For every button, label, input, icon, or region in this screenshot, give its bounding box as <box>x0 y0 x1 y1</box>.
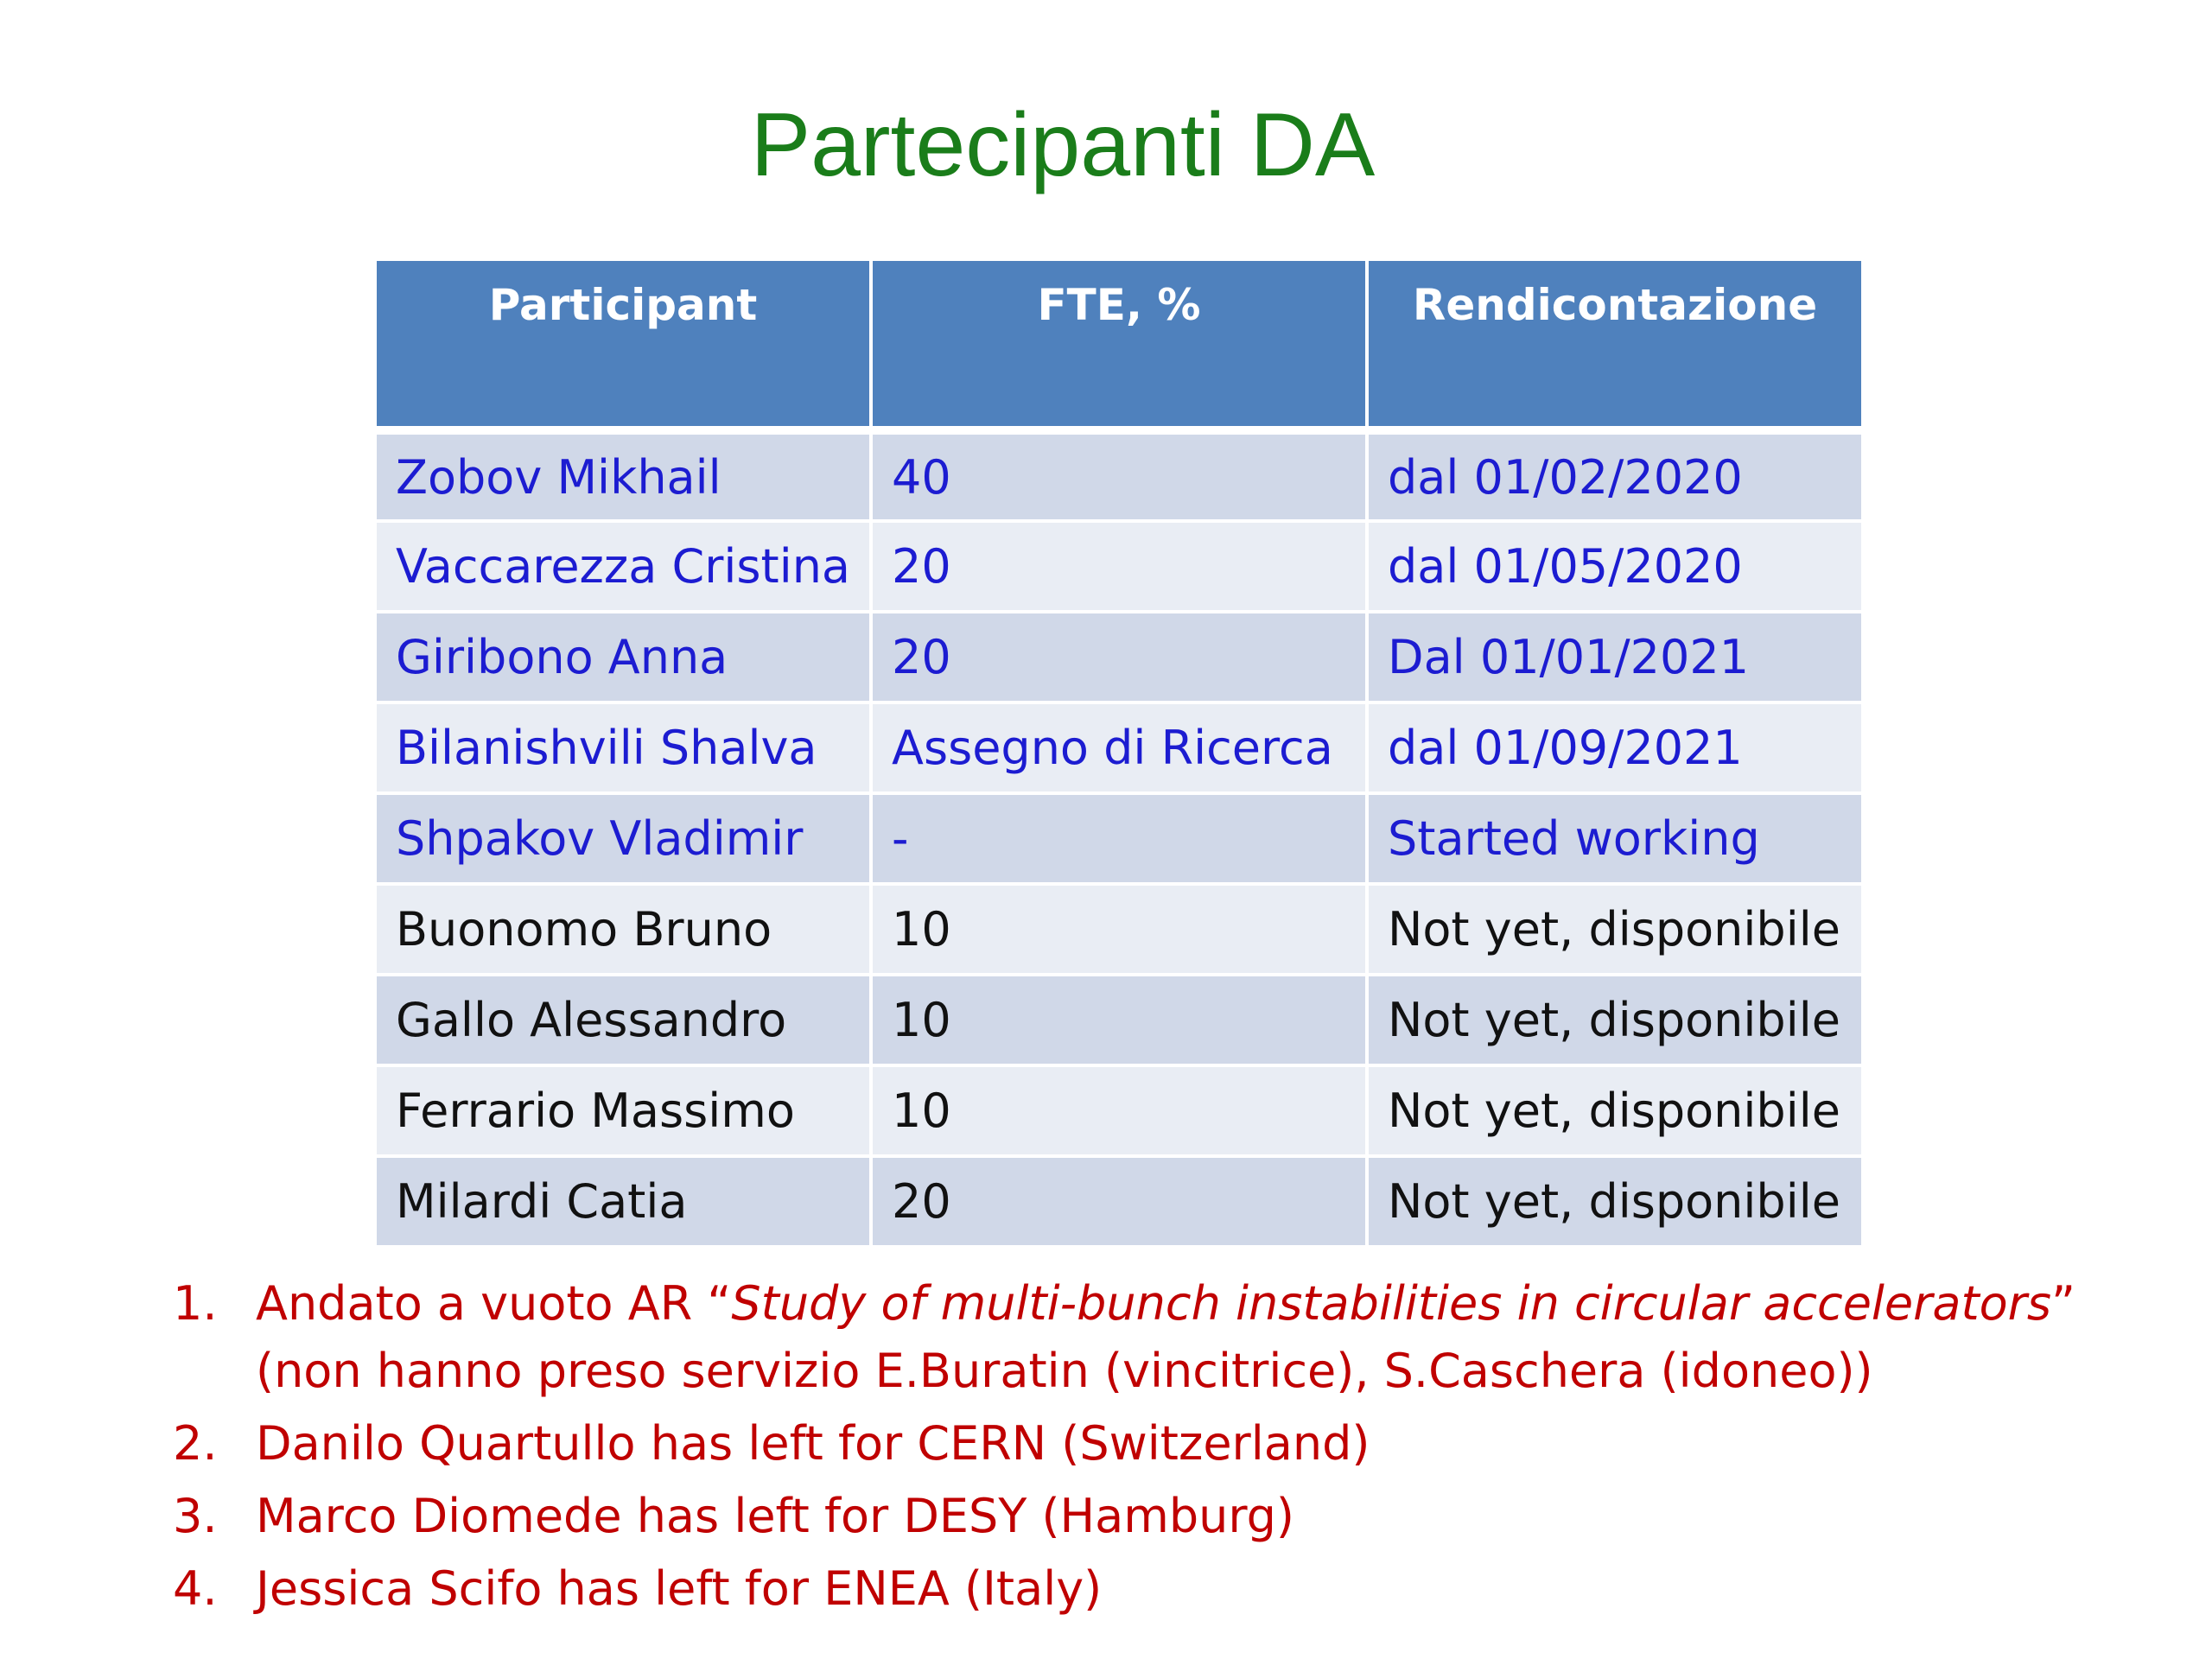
cell-fte: 40 <box>871 430 1367 521</box>
table-row <box>375 1156 1863 1247</box>
note-suffix: ” <box>2050 1276 2075 1331</box>
slide-title: Partecipanti DA <box>750 95 1376 195</box>
table-row <box>375 1065 1863 1156</box>
header-participant: Participant <box>375 259 871 430</box>
note-text <box>256 1270 2152 1338</box>
cell-participant: Buonomo Bruno <box>375 884 871 975</box>
cell-fte: 10 <box>871 975 1367 1065</box>
note-text: Marco Diomede has left for DESY (Hamburg) <box>256 1489 1294 1543</box>
note-number: 4. <box>173 1561 218 1616</box>
cell-participant: Shpakov Vladimir <box>375 793 871 884</box>
note-item <box>164 1555 2152 1623</box>
cell-rendicontazione: Not yet, disponibile <box>1367 884 1863 975</box>
note-line2: (non hanno preso servizio E.Buratin (vincitrice), S.Caschera (idoneo)) <box>256 1344 1873 1398</box>
note-number: 2. <box>173 1416 218 1471</box>
cell-rendicontazione: Not yet, disponibile <box>1367 1065 1863 1156</box>
cell-fte: 10 <box>871 1065 1367 1156</box>
table-row <box>375 884 1863 975</box>
header-rendicontazione: Rendicontazione <box>1367 259 1863 430</box>
cell-participant: Bilanishvili Shalva <box>375 702 871 793</box>
cell-rendicontazione: Not yet, disponibile <box>1367 1156 1863 1247</box>
cell-fte: 20 <box>871 521 1367 612</box>
note-item <box>164 1410 2152 1478</box>
cell-fte: 20 <box>871 612 1367 702</box>
note-text: Jessica Scifo has left for ENEA (Italy) <box>256 1561 1103 1616</box>
note-text: Danilo Quartullo has left for CERN (Switzerland) <box>256 1416 1370 1471</box>
cell-rendicontazione: dal 01/02/2020 <box>1367 430 1863 521</box>
cell-fte: 10 <box>871 884 1367 975</box>
table-body <box>375 430 1863 1247</box>
cell-fte: - <box>871 793 1367 884</box>
cell-participant: Gallo Alessandro <box>375 975 871 1065</box>
participants-table <box>373 257 1865 1249</box>
cell-fte: 20 <box>871 1156 1367 1247</box>
cell-rendicontazione: dal 01/05/2020 <box>1367 521 1863 612</box>
table-row <box>375 793 1863 884</box>
note-number: 1. <box>173 1276 218 1331</box>
cell-fte: Assegno di Ricerca <box>871 702 1367 793</box>
table-row <box>375 430 1863 521</box>
note-italic-title: Study of multi-bunch instabilities in circular accelerators <box>731 1276 2051 1331</box>
cell-rendicontazione: Dal 01/01/2021 <box>1367 612 1863 702</box>
cell-rendicontazione: Not yet, disponibile <box>1367 975 1863 1065</box>
table-row <box>375 612 1863 702</box>
cell-participant: Ferrario Massimo <box>375 1065 871 1156</box>
header-fte: FTE, % <box>871 259 1367 430</box>
cell-participant: Milardi Catia <box>375 1156 871 1247</box>
table-row <box>375 702 1863 793</box>
note-prefix: Andato a vuoto AR “ <box>256 1276 732 1331</box>
table-header-row <box>375 259 1863 430</box>
table-row <box>375 521 1863 612</box>
notes-list <box>164 1270 2152 1628</box>
cell-rendicontazione: dal 01/09/2021 <box>1367 702 1863 793</box>
note-item <box>164 1270 2152 1405</box>
note-number: 3. <box>173 1489 218 1543</box>
cell-rendicontazione: Started working <box>1367 793 1863 884</box>
cell-participant: Zobov Mikhail <box>375 430 871 521</box>
note-item <box>164 1483 2152 1550</box>
table-row <box>375 975 1863 1065</box>
cell-participant: Giribono Anna <box>375 612 871 702</box>
cell-participant: Vaccarezza Cristina <box>375 521 871 612</box>
